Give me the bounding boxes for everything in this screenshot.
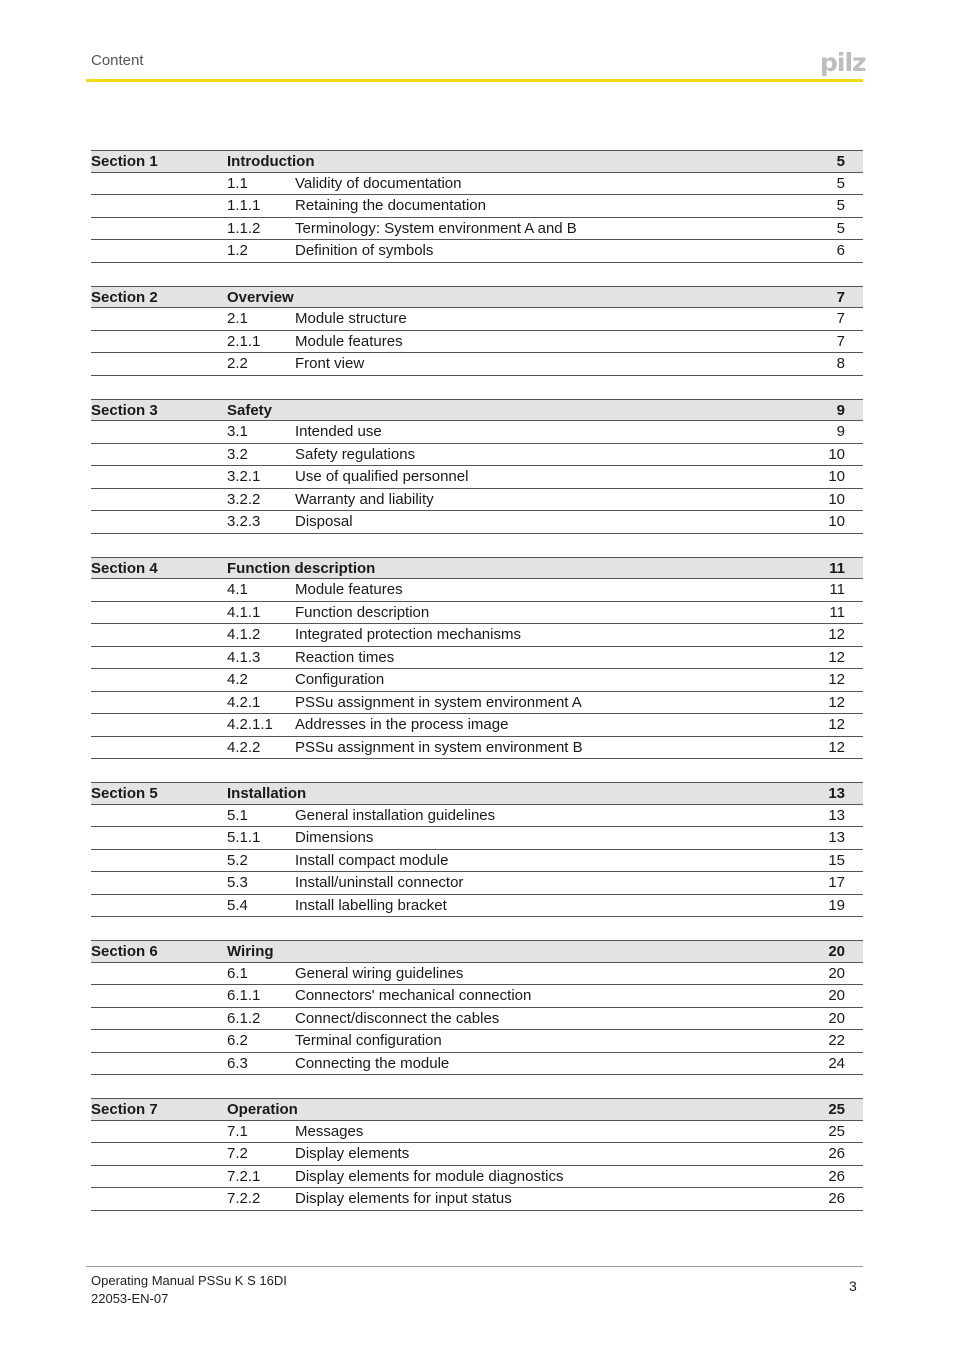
toc-entry[interactable]	[91, 624, 863, 647]
entry-title: Display elements	[295, 1145, 410, 1162]
entry-number: 1.1	[227, 174, 248, 192]
section-title: Wiring	[227, 943, 274, 960]
entry-title: Addresses in the process image	[295, 716, 509, 733]
section-page: 7	[836, 288, 845, 306]
entry-title: Module features	[295, 581, 403, 598]
toc-entry[interactable]	[91, 714, 863, 737]
entry-title: Connectors' mechanical connection	[295, 987, 532, 1004]
entry-title: Terminology: System environment A and B	[295, 219, 577, 237]
entry-number: 4.2.1.1	[227, 716, 273, 733]
header-title: Content	[91, 52, 144, 69]
toc-entry[interactable]	[91, 308, 863, 331]
entry-number: 5.1	[227, 806, 248, 824]
toc-entry[interactable]	[91, 489, 863, 512]
footer-rule	[86, 1266, 863, 1267]
entry-title: Validity of documentation	[295, 174, 462, 192]
entry-page: 12	[828, 671, 845, 688]
entry-number: 4.2.2	[227, 738, 261, 756]
toc-section	[91, 399, 863, 534]
toc-section	[91, 286, 863, 376]
toc-entry[interactable]	[91, 421, 863, 444]
header-rule	[86, 79, 863, 82]
toc-section-heading[interactable]	[91, 1098, 863, 1121]
entry-number: 3.2.1	[227, 468, 261, 485]
entry-number: 7.2.2	[227, 1190, 261, 1207]
entry-title: Retaining the documentation	[295, 197, 486, 214]
toc-section-heading[interactable]	[91, 150, 863, 173]
toc-entry[interactable]	[91, 827, 863, 850]
toc-entry[interactable]	[91, 602, 863, 625]
entry-number: 7.2	[227, 1145, 248, 1162]
entry-number: 4.1	[227, 581, 248, 598]
toc-section	[91, 150, 863, 263]
entry-title: PSSu assignment in system environment A	[295, 693, 582, 711]
entry-page: 20	[828, 987, 845, 1004]
entry-number: 2.2	[227, 355, 248, 372]
toc-entry[interactable]	[91, 737, 863, 760]
toc-section-heading[interactable]	[91, 557, 863, 580]
toc-entry[interactable]	[91, 579, 863, 602]
toc-entry[interactable]	[91, 1030, 863, 1053]
toc-entry[interactable]	[91, 444, 863, 467]
entry-page: 12	[828, 716, 845, 733]
toc-section-heading[interactable]	[91, 286, 863, 309]
toc-entry[interactable]	[91, 331, 863, 354]
entry-number: 4.1.1	[227, 603, 261, 621]
entry-title: Messages	[295, 1122, 364, 1140]
entry-number: 7.1	[227, 1122, 248, 1140]
entry-title: General installation guidelines	[295, 806, 496, 824]
entry-title: PSSu assignment in system environment B	[295, 738, 583, 756]
entry-page: 5	[836, 197, 845, 214]
entry-page: 7	[836, 310, 845, 327]
toc-entry[interactable]	[91, 466, 863, 489]
toc-entry[interactable]	[91, 1166, 863, 1189]
toc-entry[interactable]	[91, 963, 863, 986]
toc-entry[interactable]	[91, 218, 863, 241]
entry-title: Display elements for input status	[295, 1190, 512, 1207]
section-title: Function description	[227, 559, 376, 577]
section-title: Installation	[227, 785, 307, 802]
entry-page: 17	[828, 874, 845, 891]
toc-entry[interactable]	[91, 895, 863, 918]
toc-entry[interactable]	[91, 1143, 863, 1166]
entry-number: 3.2.3	[227, 513, 261, 530]
entry-page: 6	[836, 242, 845, 259]
section-page: 5	[836, 153, 845, 170]
entry-page: 26	[828, 1167, 845, 1185]
entry-number: 4.1.2	[227, 626, 261, 643]
section-label: Section 7	[91, 1101, 158, 1118]
entry-page: 11	[829, 581, 845, 598]
toc-entry[interactable]	[91, 1188, 863, 1211]
entry-page: 10	[828, 445, 845, 463]
entry-title: Configuration	[295, 671, 385, 688]
entry-page: 20	[828, 1009, 845, 1027]
entry-title: Front view	[295, 355, 365, 372]
entry-title: Install labelling bracket	[295, 896, 447, 914]
toc-entry[interactable]	[91, 240, 863, 263]
entry-title: Terminal configuration	[295, 1032, 442, 1049]
entry-title: Definition of symbols	[295, 242, 434, 259]
entry-page: 19	[828, 896, 845, 914]
toc-entry[interactable]	[91, 173, 863, 196]
toc-entry[interactable]	[91, 1121, 863, 1144]
entry-page: 25	[828, 1122, 845, 1140]
toc-entry[interactable]	[91, 985, 863, 1008]
section-label: Section 4	[91, 559, 158, 577]
entry-title: Intended use	[295, 423, 382, 440]
entry-page: 11	[829, 603, 845, 621]
toc-section-heading[interactable]	[91, 399, 863, 422]
footer-document-code: 22053-EN-07	[91, 1291, 169, 1306]
toc-entry[interactable]	[91, 872, 863, 895]
entry-number: 5.1.1	[227, 829, 261, 846]
toc-section-heading[interactable]	[91, 940, 863, 963]
section-title: Operation	[227, 1101, 298, 1118]
entry-page: 5	[836, 219, 845, 237]
entry-page: 10	[828, 468, 845, 485]
pilz-logo: pilz	[820, 48, 866, 77]
toc-entry[interactable]	[91, 805, 863, 828]
entry-number: 3.2.2	[227, 490, 261, 508]
entry-number: 4.1.3	[227, 648, 261, 666]
entry-number: 4.2	[227, 671, 248, 688]
entry-title: Module structure	[295, 310, 407, 327]
entry-page: 7	[836, 332, 845, 350]
entry-page: 24	[828, 1054, 845, 1072]
entry-page: 12	[828, 626, 845, 643]
toc-entry[interactable]	[91, 647, 863, 670]
entry-page: 22	[828, 1032, 845, 1049]
toc-section-heading[interactable]	[91, 782, 863, 805]
toc-section	[91, 940, 863, 1075]
entry-title: Connecting the module	[295, 1054, 450, 1072]
section-title: Overview	[227, 288, 294, 306]
entry-number: 5.2	[227, 851, 248, 869]
entry-number: 1.1.1	[227, 197, 261, 214]
toc-section	[91, 1098, 863, 1211]
entry-title: Use of qualified personnel	[295, 468, 469, 485]
entry-number: 2.1	[227, 310, 248, 327]
section-label: Section 2	[91, 288, 158, 306]
entry-title: Reaction times	[295, 648, 395, 666]
entry-page: 10	[828, 490, 845, 508]
entry-page: 9	[836, 423, 845, 440]
toc-entry[interactable]	[91, 1053, 863, 1076]
entry-number: 6.2	[227, 1032, 248, 1049]
entry-page: 13	[828, 806, 845, 824]
entry-page: 10	[828, 513, 845, 530]
table-of-contents	[91, 150, 863, 1234]
entry-number: 6.3	[227, 1054, 248, 1072]
entry-title: Module features	[295, 332, 403, 350]
entry-title: Dimensions	[295, 829, 374, 846]
entry-title: General wiring guidelines	[295, 964, 464, 982]
toc-entry[interactable]	[91, 195, 863, 218]
section-title: Safety	[227, 401, 273, 419]
entry-number: 6.1.2	[227, 1009, 261, 1027]
entry-number: 2.1.1	[227, 332, 261, 350]
section-title: Introduction	[227, 153, 315, 170]
entry-title: Disposal	[295, 513, 353, 530]
entry-page: 8	[836, 355, 845, 372]
entry-title: Integrated protection mechanisms	[295, 626, 521, 643]
section-label: Section 5	[91, 785, 158, 802]
entry-number: 6.1.1	[227, 987, 261, 1004]
entry-number: 1.2	[227, 242, 248, 259]
entry-page: 26	[828, 1190, 845, 1207]
entry-page: 15	[828, 851, 845, 869]
footer-manual-title: Operating Manual PSSu K S 16DI	[91, 1273, 287, 1288]
entry-title: Install compact module	[295, 851, 449, 869]
entry-number: 6.1	[227, 964, 248, 982]
entry-number: 5.3	[227, 874, 248, 891]
section-label: Section 3	[91, 401, 158, 419]
toc-entry[interactable]	[91, 511, 863, 534]
entry-number: 3.2	[227, 445, 248, 463]
entry-title: Warranty and liability	[295, 490, 434, 508]
entry-page: 13	[828, 829, 845, 846]
section-label: Section 6	[91, 943, 158, 960]
entry-number: 3.1	[227, 423, 248, 440]
section-page: 25	[828, 1101, 845, 1118]
entry-page: 5	[836, 174, 845, 192]
entry-page: 12	[828, 738, 845, 756]
entry-number: 7.2.1	[227, 1167, 261, 1185]
toc-entry[interactable]	[91, 1008, 863, 1031]
entry-page: 26	[828, 1145, 845, 1162]
entry-title: Display elements for module diagnostics	[295, 1167, 564, 1185]
entry-number: 4.2.1	[227, 693, 261, 711]
toc-entry[interactable]	[91, 669, 863, 692]
page-number: 3	[849, 1278, 857, 1294]
entry-title: Function description	[295, 603, 430, 621]
entry-title: Connect/disconnect the cables	[295, 1009, 500, 1027]
section-page: 9	[836, 401, 845, 419]
entry-page: 20	[828, 964, 845, 982]
toc-entry[interactable]	[91, 692, 863, 715]
toc-section	[91, 782, 863, 917]
section-page: 11	[829, 559, 845, 577]
toc-entry[interactable]	[91, 353, 863, 376]
entry-title: Safety regulations	[295, 445, 416, 463]
entry-number: 1.1.2	[227, 219, 261, 237]
section-page: 13	[828, 785, 845, 802]
entry-title: Install/uninstall connector	[295, 874, 464, 891]
section-label: Section 1	[91, 153, 158, 170]
toc-section	[91, 557, 863, 760]
entry-page: 12	[828, 693, 845, 711]
entry-page: 12	[828, 648, 845, 666]
entry-number: 5.4	[227, 896, 248, 914]
toc-entry[interactable]	[91, 850, 863, 873]
section-page: 20	[828, 943, 845, 960]
